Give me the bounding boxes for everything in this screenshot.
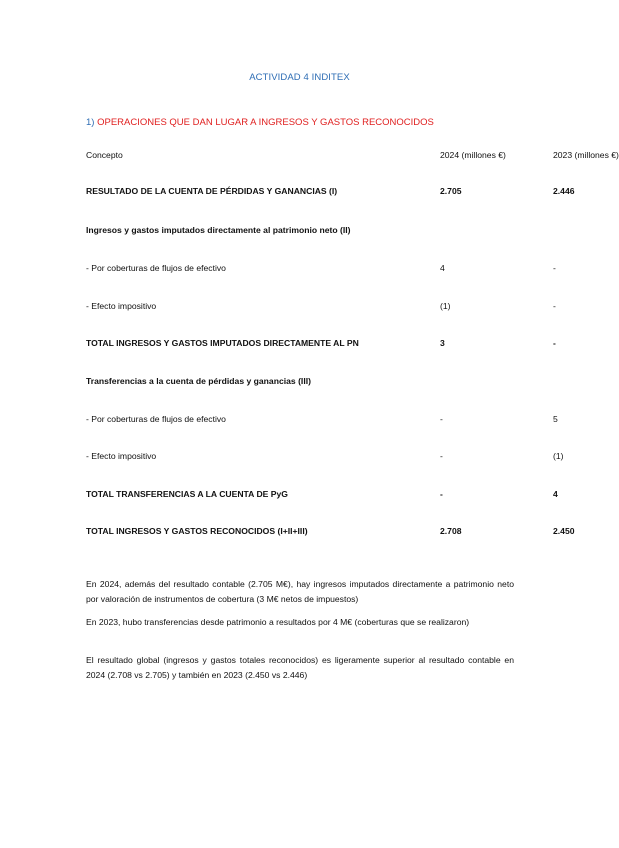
table-row (86, 487, 599, 501)
row-value-2024: 4 (440, 263, 445, 273)
row-concept: - Efecto impositivo (86, 451, 157, 461)
row-concept: Ingresos y gastos imputados directamente al patrimonio neto (II) (86, 225, 351, 235)
row-value-2024: 2.708 (440, 526, 462, 536)
row-value-2024: 3 (440, 338, 445, 348)
table-header-row (86, 148, 619, 162)
section-heading (86, 117, 434, 128)
row-value-2024: - (440, 451, 443, 461)
row-concept: - Por coberturas de flujos de efectivo (86, 263, 226, 273)
document-title: ACTIVIDAD 4 INDITEX (249, 72, 350, 83)
row-value-2024: (1) (440, 301, 451, 311)
table-row (86, 336, 599, 350)
table-row (86, 261, 599, 275)
row-value-2024: 2.705 (440, 186, 462, 196)
row-value-2024: - (440, 489, 443, 499)
table-row (86, 184, 599, 198)
row-value-2023: - (553, 263, 556, 273)
row-value-2023: 2.450 (553, 526, 575, 536)
header-2023: 2023 (millones €) (553, 150, 619, 160)
row-concept: TOTAL TRANSFERENCIAS A LA CUENTA DE PyG (86, 489, 288, 499)
table-row (86, 223, 599, 237)
section-number: 1) (86, 117, 95, 128)
row-concept: TOTAL INGRESOS Y GASTOS RECONOCIDOS (I+II+III) (86, 526, 308, 536)
table-row (86, 449, 599, 463)
paragraph: En 2024, además del resultado contable (2.705 M€), hay ingresos imputados directamente a patrimonio neto por valoración de instrumentos de cobertura (3 M€ netos de impuestos) (86, 579, 514, 604)
row-value-2023: 2.446 (553, 186, 575, 196)
row-value-2023: 5 (553, 414, 558, 424)
header-2024: 2024 (millones €) (440, 150, 506, 160)
paragraph: En 2023, hubo transferencias desde patrimonio a resultados por 4 M€ (coberturas que se realizaron) (86, 617, 470, 627)
section-title: OPERACIONES QUE DAN LUGAR A INGRESOS Y GASTOS RECONOCIDOS (97, 117, 434, 128)
row-concept: - Por coberturas de flujos de efectivo (86, 414, 226, 424)
table-row (86, 524, 599, 538)
row-concept: RESULTADO DE LA CUENTA DE PÉRDIDAS Y GANANCIAS (I) (86, 186, 338, 196)
header-concept: Concepto (86, 150, 123, 160)
table-row (86, 374, 599, 388)
row-value-2023: - (553, 301, 556, 311)
row-concept: - Efecto impositivo (86, 301, 157, 311)
table-row (86, 299, 599, 313)
row-concept: TOTAL INGRESOS Y GASTOS IMPUTADOS DIRECTAMENTE AL PN (86, 338, 359, 348)
row-value-2023: (1) (553, 451, 564, 461)
row-value-2024: - (440, 414, 443, 424)
row-value-2023: 4 (553, 489, 558, 499)
row-value-2023: - (553, 338, 556, 348)
row-concept: Transferencias a la cuenta de pérdidas y ganancias (III) (86, 376, 311, 386)
table-row (86, 412, 599, 426)
paragraph: El resultado global (ingresos y gastos totales reconocidos) es ligeramente superior al resultado contable en 2024 (2.708 vs 2.705) y también en 2023 (2.450 vs 2.446) (86, 655, 514, 680)
